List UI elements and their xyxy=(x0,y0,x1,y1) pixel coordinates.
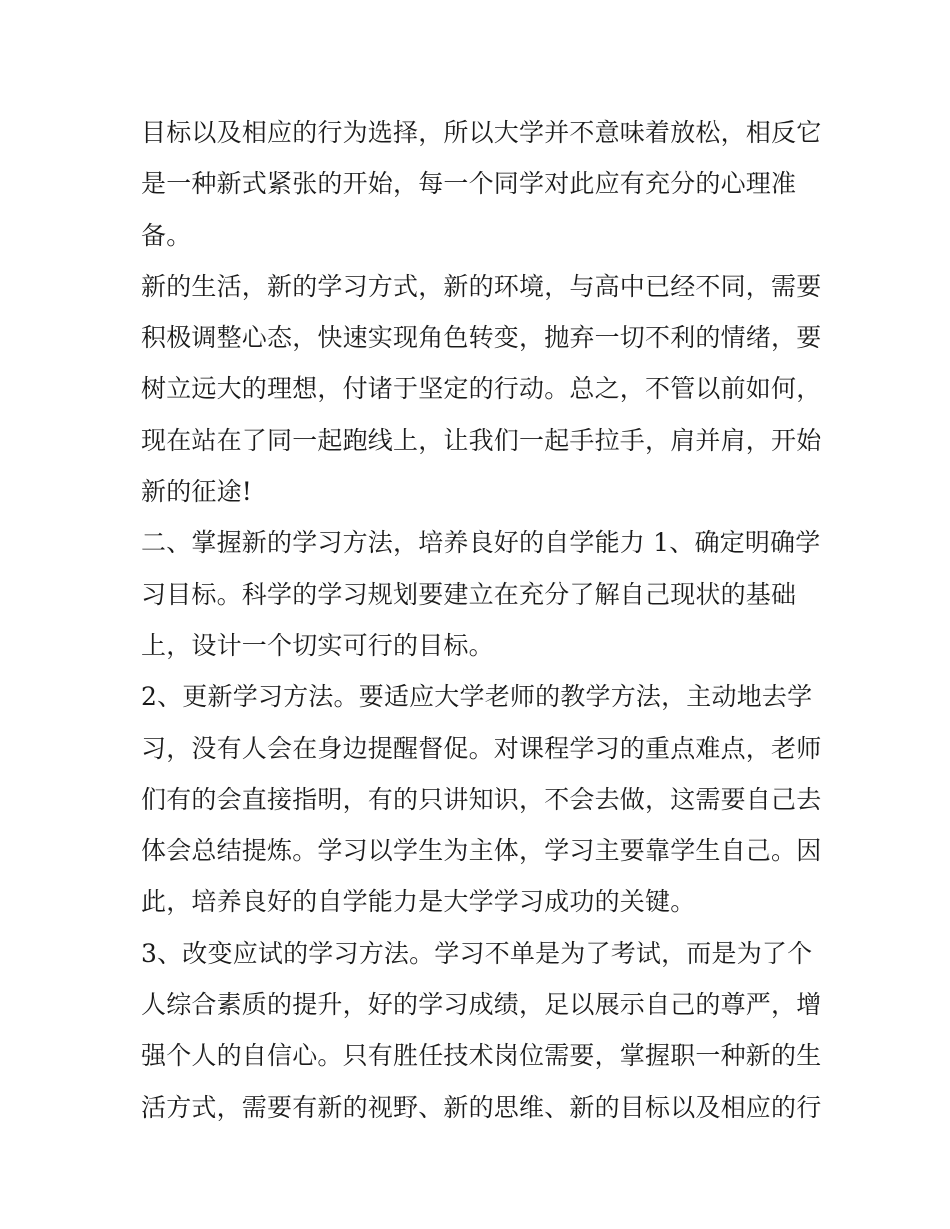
paragraph-3 xyxy=(141,517,821,671)
text-line: 们有的会直接指明，有的只讲知识，不会去做，这需要自己去 xyxy=(141,784,822,814)
text-line: 是一种新式紧张的开始，每一个同学对此应有充分的心理准 xyxy=(141,169,797,199)
paragraph-5 xyxy=(141,928,822,1133)
text-line: 2、更新学习方法。要适应大学老师的教学方法，主动地去学 xyxy=(141,682,813,712)
text-line: 上，设计一个切实可行的目标。 xyxy=(141,630,494,660)
text-line: 现在站在了同一起跑线上，让我们一起手拉手，肩并肩，开始 xyxy=(141,425,822,455)
text-line: 活方式，需要有新的视野、新的思维、新的目标以及相应的行 xyxy=(141,1092,822,1122)
text-line: 强个人的自信心。只有胜任技术岗位需要，掌握职一种新的生 xyxy=(141,1041,822,1071)
text-line: 新的征途! xyxy=(141,477,253,507)
text-line: 习，没有人会在身边提醒督促。对课程学习的重点难点，老师 xyxy=(141,733,822,763)
text-line: 备。 xyxy=(141,220,192,250)
paragraph-1 xyxy=(141,107,822,261)
text-line: 3、改变应试的学习方法。学习不单是为了考试，而是为了个 xyxy=(141,938,813,968)
text-line: 此，培养良好的自学能力是大学学习成功的关键。 xyxy=(141,887,696,917)
text-line: 二、掌握新的学习方法，培养良好的自学能力 1、确定明确学 xyxy=(141,528,821,558)
text-line: 人综合素质的提升，好的学习成绩，足以展示自己的尊严，增 xyxy=(141,990,822,1020)
document-body xyxy=(141,107,822,1133)
text-line: 目标以及相应的行为选择，所以大学并不意味着放松，相反它 xyxy=(141,118,822,147)
text-line: 新的生活，新的学习方式，新的环境，与高中已经不同，需要 xyxy=(141,271,822,301)
paragraph-2 xyxy=(141,261,822,517)
text-line: 树立远大的理想，付诸于坚定的行动。总之，不管以前如何， xyxy=(141,374,822,404)
paragraph-4 xyxy=(141,671,822,927)
text-line: 体会总结提炼。学习以学生为主体，学习主要靠学生自己。因 xyxy=(141,836,822,866)
text-line: 习目标。科学的学习规划要建立在充分了解自己现状的基础 xyxy=(141,579,797,609)
text-line: 积极调整心态，快速实现角色转变，抛弃一切不利的情绪，要 xyxy=(141,323,822,353)
